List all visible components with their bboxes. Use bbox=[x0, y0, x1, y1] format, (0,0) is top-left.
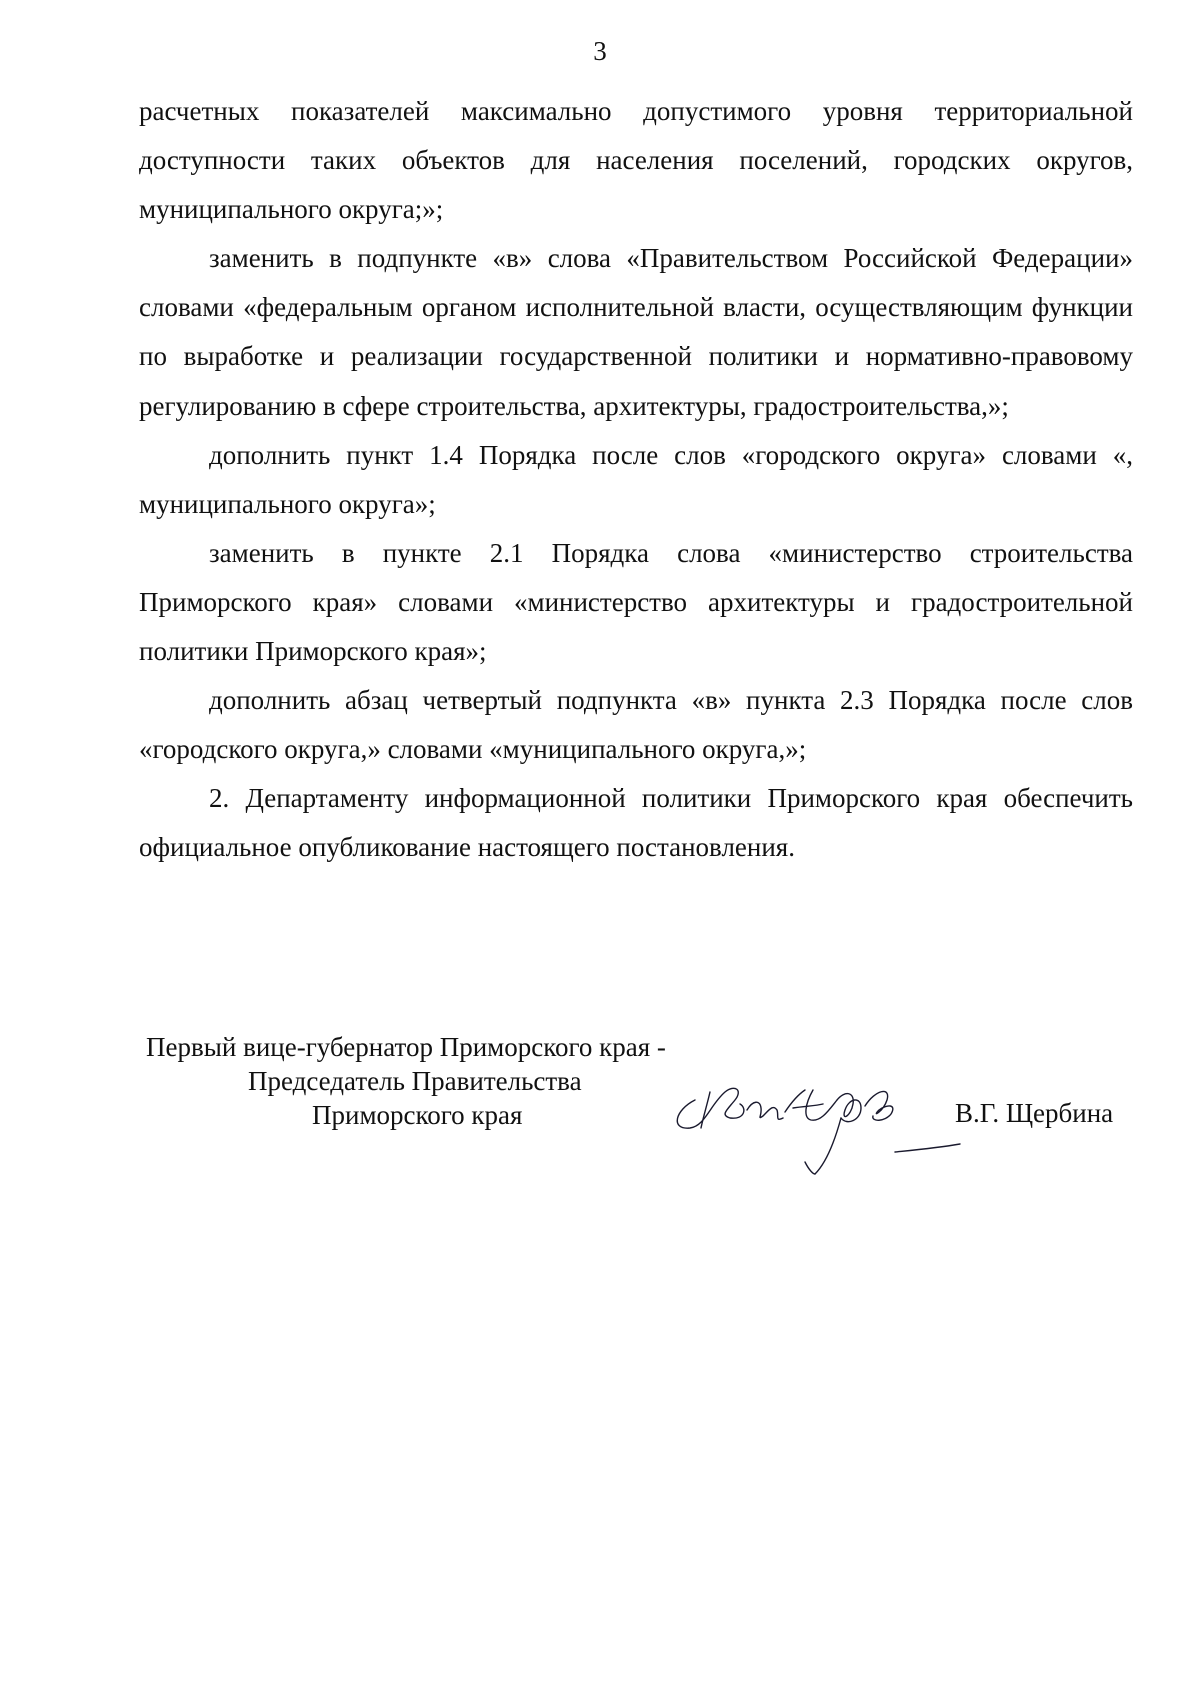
signer-name: В.Г. Щербина bbox=[955, 1098, 1114, 1128]
signatory-title bbox=[146, 1030, 716, 1132]
paragraph-supplement-clause-1-4: дополнить пункт 1.4 Порядка после слов «городского округа» словами «, муниципального округа»; bbox=[139, 439, 1133, 519]
paragraph-publication: 2. Департаменту информационной политики Приморского края обеспечить официальное опубликование настоящего постановления. bbox=[139, 783, 1133, 863]
paragraph-replace-subclause-v: заменить в подпункте «в» слова «Правительством Российской Федерации» словами «федеральным органом исполнительной власти, осуществляющим функции по выработке и реализации государственной политики и нормативно-правовому регулированию в сфере строительства, архитектуры, градостроительства,»; bbox=[139, 243, 1133, 421]
signatory-title-line: Приморского края bbox=[312, 1100, 523, 1130]
handwritten-signature bbox=[665, 1070, 965, 1180]
signatory-title-line: Председатель Правительства bbox=[248, 1066, 582, 1096]
signatory-title-line: Первый вице-губернатор Приморского края - bbox=[146, 1032, 666, 1062]
paragraph-supplement-clause-2-3: дополнить абзац четвертый подпункта «в» пункта 2.3 Порядка после слов «городского округа,» словами «муниципального округа,»; bbox=[139, 685, 1133, 765]
paragraph-continuation: расчетных показателей максимально допустимого уровня территориальной доступности таких объектов для населения поселений, городских округов, муниципального округа;»; bbox=[139, 96, 1133, 225]
document-body bbox=[139, 87, 1133, 873]
paragraph-replace-clause-2-1: заменить в пункте 2.1 Порядка слова «министерство строительства Приморского края» словами «министерство архитектуры и градостроительной политики Приморского края»; bbox=[139, 537, 1133, 667]
page-number: 3 bbox=[593, 36, 607, 66]
